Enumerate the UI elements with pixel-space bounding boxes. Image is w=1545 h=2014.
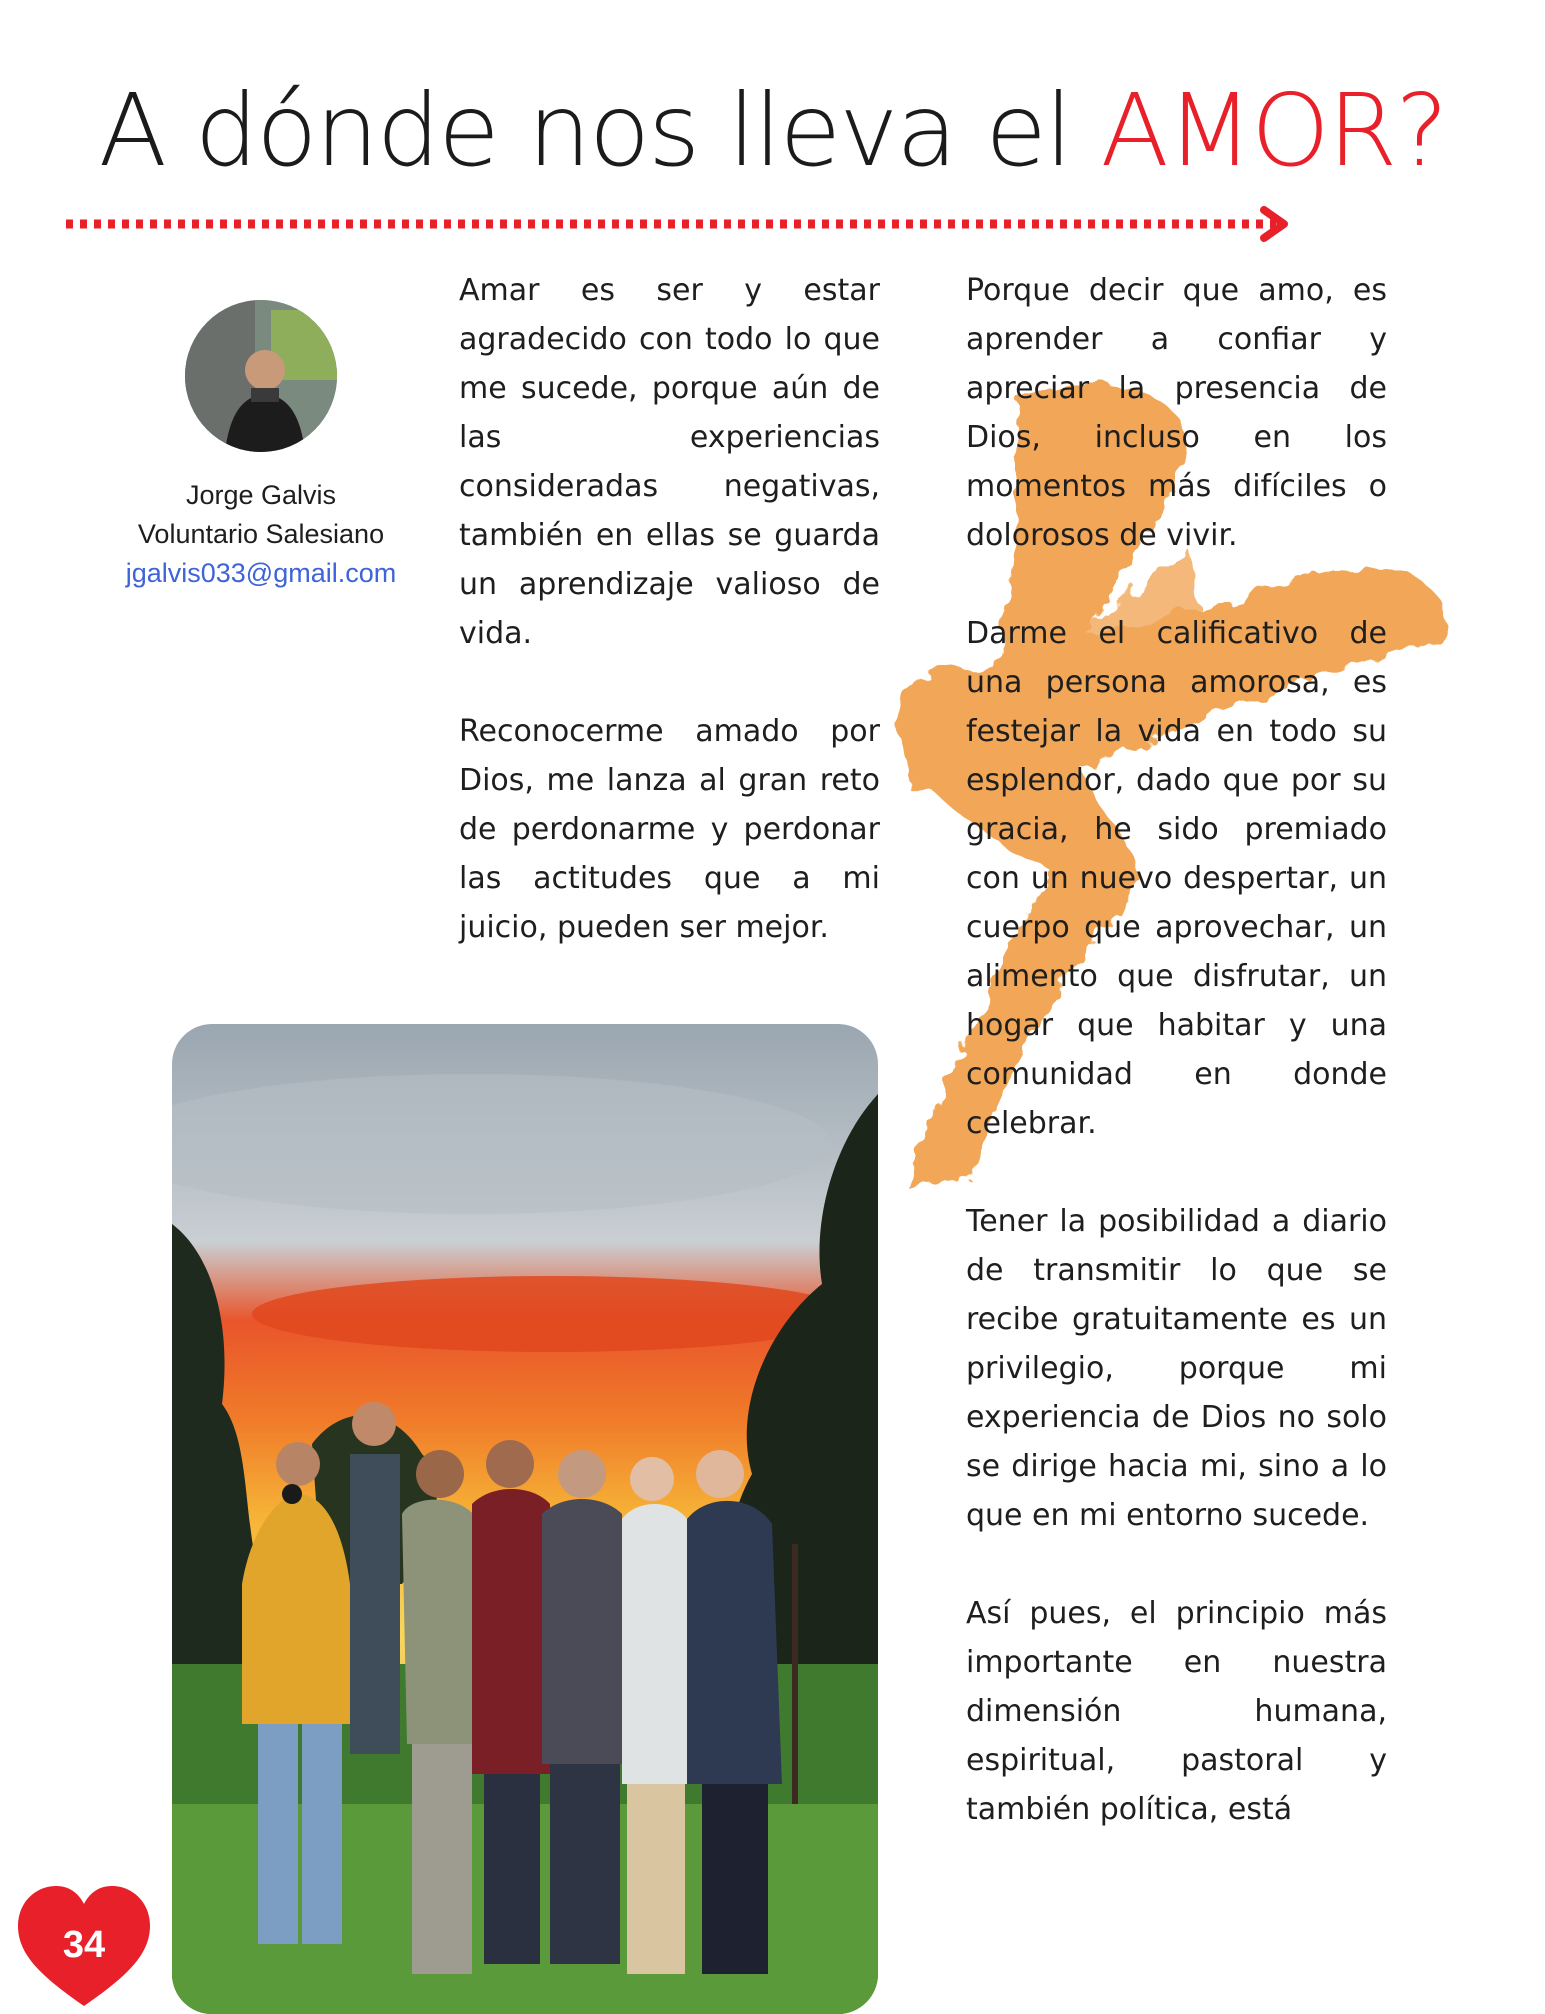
paragraph: Así pues, el principio más importante en nuestra dimensión humana, espiritual, pastoral y también política, está: [966, 1596, 1387, 1827]
group-photo-illustration: [172, 1024, 878, 2014]
author-card: [96, 300, 426, 593]
paragraph: Amar es ser y estar agradecido con todo lo que me sucede, porque aún de las experiencias consideradas negativas, también en ellas se guarda un aprendizaje valioso de vida.: [459, 273, 880, 651]
author-email-link[interactable]: jgalvis033@gmail.com: [125, 558, 397, 588]
paragraph: Porque decir que amo, es aprender a confiar y apreciar la presencia de Dios, incluso en los momentos más difíciles o dolorosos de vivir.: [966, 273, 1387, 553]
text-column-left: [459, 266, 880, 1001]
group-photo: [172, 1024, 878, 2014]
author-avatar: [185, 300, 337, 452]
paragraph: Darme el calificativo de una persona amorosa, es festejar la vida en todo su esplendor, dado que por su gracia, he sido premiado con un nuevo despertar, un cuerpo que aprovechar, un alimento que disfrutar, un hogar que habitar y una comunidad en donde celebrar.: [966, 616, 1387, 1141]
author-role: Voluntario Salesiano: [137, 519, 385, 549]
page-title: [0, 72, 1545, 189]
paragraph: Tener la posibilidad a diario de transmitir lo que se recibe gratuitamente es un privilegio, porque mi experiencia de Dios no solo se dirige hacia mi, sino a lo que en mi entorno sucede.: [966, 1204, 1387, 1533]
paragraph: Reconocerme amado por Dios, me lanza al gran reto de perdonarme y perdonar las actitudes que a mi juicio, pueden ser mejor.: [459, 714, 880, 945]
title-accent: AMOR?: [1100, 72, 1447, 189]
title-main: A dónde nos lleva el: [98, 72, 1101, 189]
dotted-arrow-divider: [64, 204, 1300, 244]
page-number: 34: [62, 1924, 106, 1966]
author-photo: [185, 300, 337, 452]
author-name: Jorge Galvis: [185, 480, 337, 510]
text-column-right: [966, 266, 1387, 1883]
